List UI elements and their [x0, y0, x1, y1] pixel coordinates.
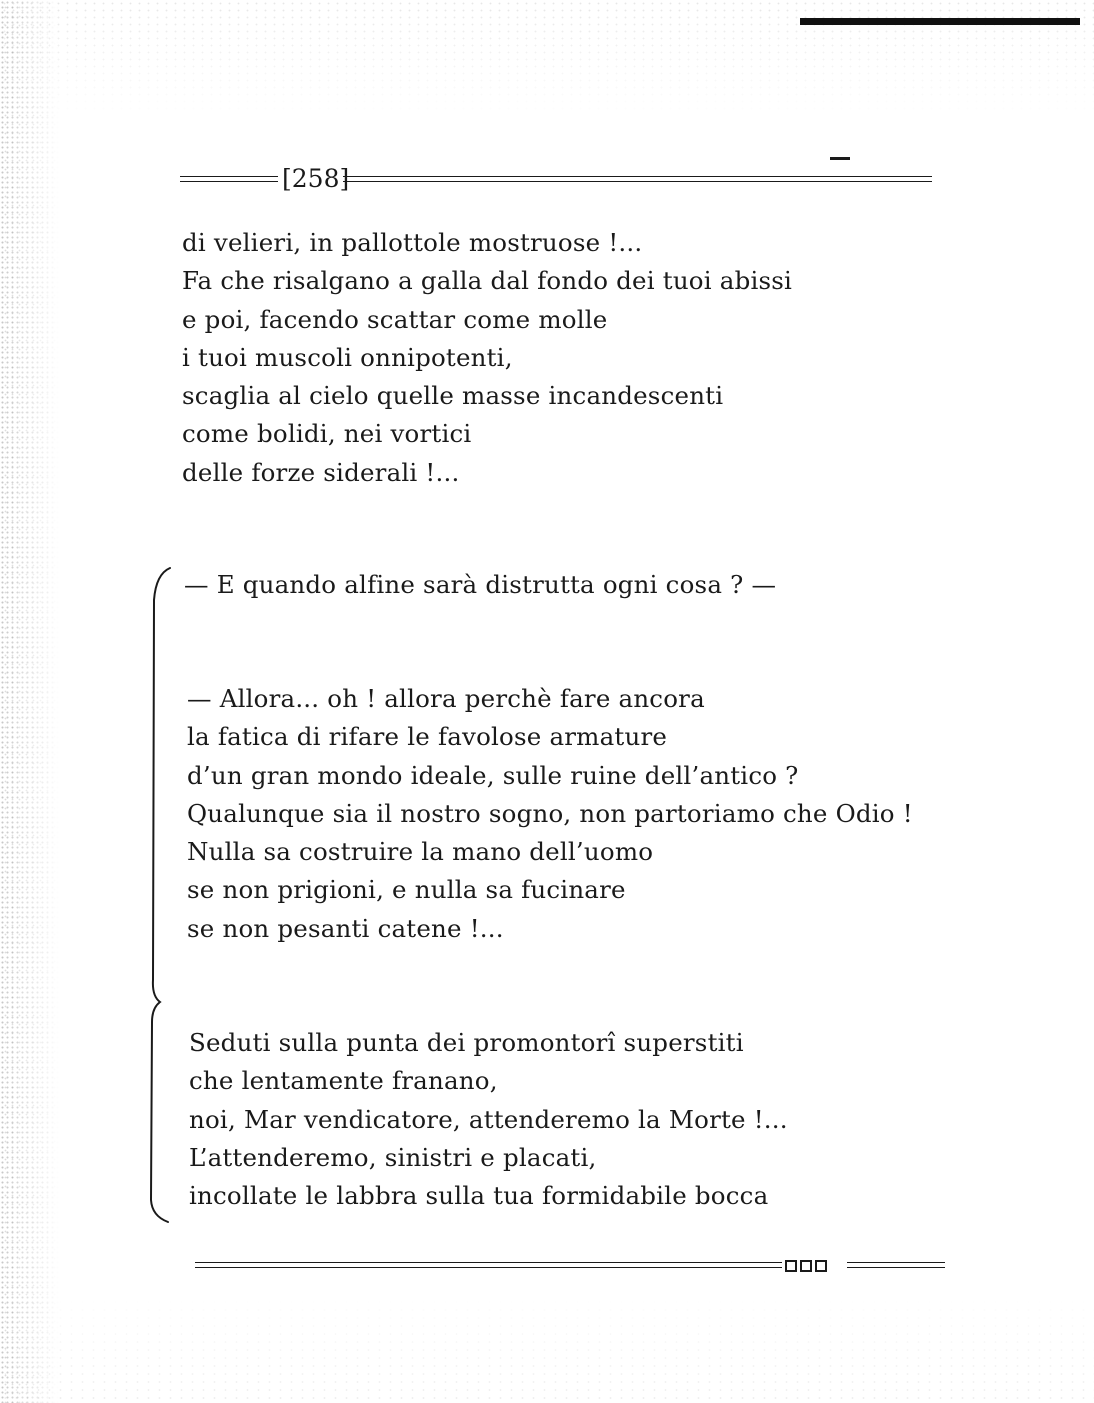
three-squares-ornament-icon — [782, 1258, 830, 1274]
verse-line: Qualunque sia il nostro sogno, non partoriamo che Odio ! — [187, 798, 913, 828]
question-line — [184, 566, 776, 604]
verse-line: che lentamente franano, — [189, 1066, 498, 1096]
verse-line: noi, Mar vendicatore, attenderemo la Morte !... — [189, 1104, 788, 1134]
verse-line: — E quando alfine sarà distrutta ogni cosa ? — — [184, 570, 777, 599]
verse-line: Seduti sulla punta dei promontorî superstiti — [189, 1028, 744, 1057]
verse-line: scaglia al cielo quelle masse incandescenti — [182, 381, 724, 411]
verse-line: Nulla sa costruire la mano dell’uomo — [187, 837, 654, 867]
verse-line: Fa che risalgano a galla dal fondo dei tuoi abissi — [182, 266, 793, 296]
header-rule-left — [180, 176, 278, 182]
header-rule-right — [343, 176, 932, 182]
footer-rule-right — [847, 1262, 945, 1268]
stanza-2 — [187, 680, 913, 948]
square-icon — [785, 1260, 797, 1272]
page-number: [258] — [282, 164, 350, 193]
stanza-3 — [189, 1024, 788, 1215]
scan-noise-left — [0, 0, 60, 1403]
verse-line: L’attenderemo, sinistri e placati, — [189, 1142, 597, 1172]
stanza-1 — [182, 224, 792, 492]
square-icon — [815, 1260, 827, 1272]
page-header — [180, 163, 932, 195]
verse-line: e poi, facendo scattar come molle — [182, 304, 608, 334]
verse-line: d’un gran mondo ideale, sulle ruine dell’antico ? — [187, 760, 799, 790]
verse-line: di velieri, in pallottole mostruose !... — [182, 228, 643, 257]
scan-edge-bar — [800, 18, 1080, 25]
verse-line: la fatica di rifare le favolose armature — [187, 722, 668, 752]
verse-line: se non prigioni, e nulla sa fucinare — [187, 875, 626, 905]
verse-line: i tuoi muscoli onnipotenti, — [182, 342, 513, 372]
verse-line: delle forze siderali !... — [182, 457, 460, 487]
footer-rule-left — [195, 1262, 785, 1268]
margin-bracket-icon — [140, 560, 190, 1230]
verse-line: come bolidi, nei vortici — [182, 419, 472, 449]
header-dash-mark — [830, 157, 850, 160]
verse-line: incollate le labbra sulla tua formidabile bocca — [189, 1181, 769, 1211]
square-icon — [800, 1260, 812, 1272]
page-footer — [195, 1258, 945, 1274]
verse-line: — Allora... oh ! allora perchè fare ancora — [187, 684, 705, 713]
scan-noise-bottom — [0, 1290, 1094, 1403]
verse-line: se non pesanti catene !... — [187, 913, 504, 943]
